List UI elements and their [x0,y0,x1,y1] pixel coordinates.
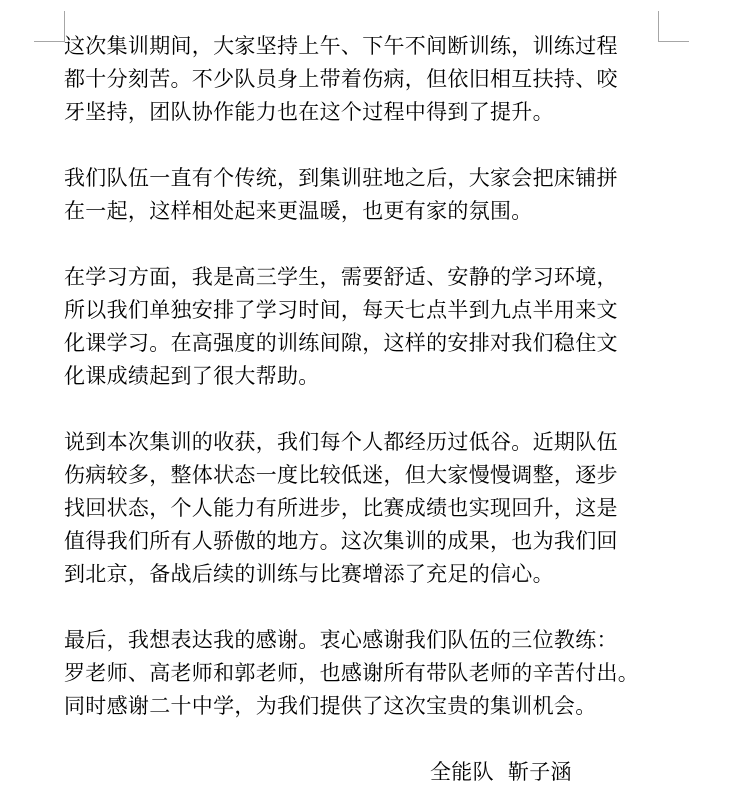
signature-name: 靳子涵 [507,760,572,784]
text-line: 我们队伍一直有个传统，到集训驻地之后，大家会把床铺拼 [64,166,618,190]
text-line: 在一起，这样相处起来更温暖，也更有家的氛围。 [64,199,533,223]
text-line: 说到本次集训的收获，我们每个人都经历过低谷。近期队伍 [64,430,618,454]
text-line: 都十分刻苦。不少队员身上带着伤病，但依旧相互扶持、咬 [64,67,618,91]
text-line: 牙坚持，团队协作能力也在这个过程中得到了提升。 [64,100,554,124]
document-body [64,30,664,723]
text-line: 找回状态，个人能力有所进步，比赛成绩也实现回升，这是 [64,496,618,520]
paragraph-2 [64,162,664,228]
paragraph-5 [64,624,664,723]
text-line: 在学习方面，我是高三学生，需要舒适、安静的学习环境， [64,265,618,289]
text-line: 最后，我想表达我的感谢。衷心感谢我们队伍的三位教练： [64,628,618,652]
text-line: 化课学习。在高强度的训练间隙，这样的安排对我们稳住文 [64,331,618,355]
paragraph-4 [64,426,664,591]
text-line: 伤病较多，整体状态一度比较低迷，但大家慢慢调整，逐步 [64,463,618,487]
text-line: 这次集训期间，大家坚持上午、下午不间断训练，训练过程 [64,34,618,58]
crop-mark-top-left [34,11,65,42]
text-line: 到北京，备战后续的训练与比赛增添了充足的信心。 [64,562,554,586]
paragraph-1 [64,30,664,129]
text-line: 化课成绩起到了很大帮助。 [64,364,320,388]
text-line: 所以我们单独安排了学习时间，每天七点半到九点半用来文 [64,298,618,322]
text-line: 同时感谢二十中学，为我们提供了这次宝贵的集训机会。 [64,694,597,718]
text-line: 值得我们所有人骄傲的地方。这次集训的成果，也为我们回 [64,529,618,553]
signature-team: 全能队 [430,760,494,784]
signature [430,757,572,787]
text-line: 罗老师、高老师和郭老师，也感谢所有带队老师的辛苦付出。 [64,661,640,685]
paragraph-3 [64,261,664,393]
